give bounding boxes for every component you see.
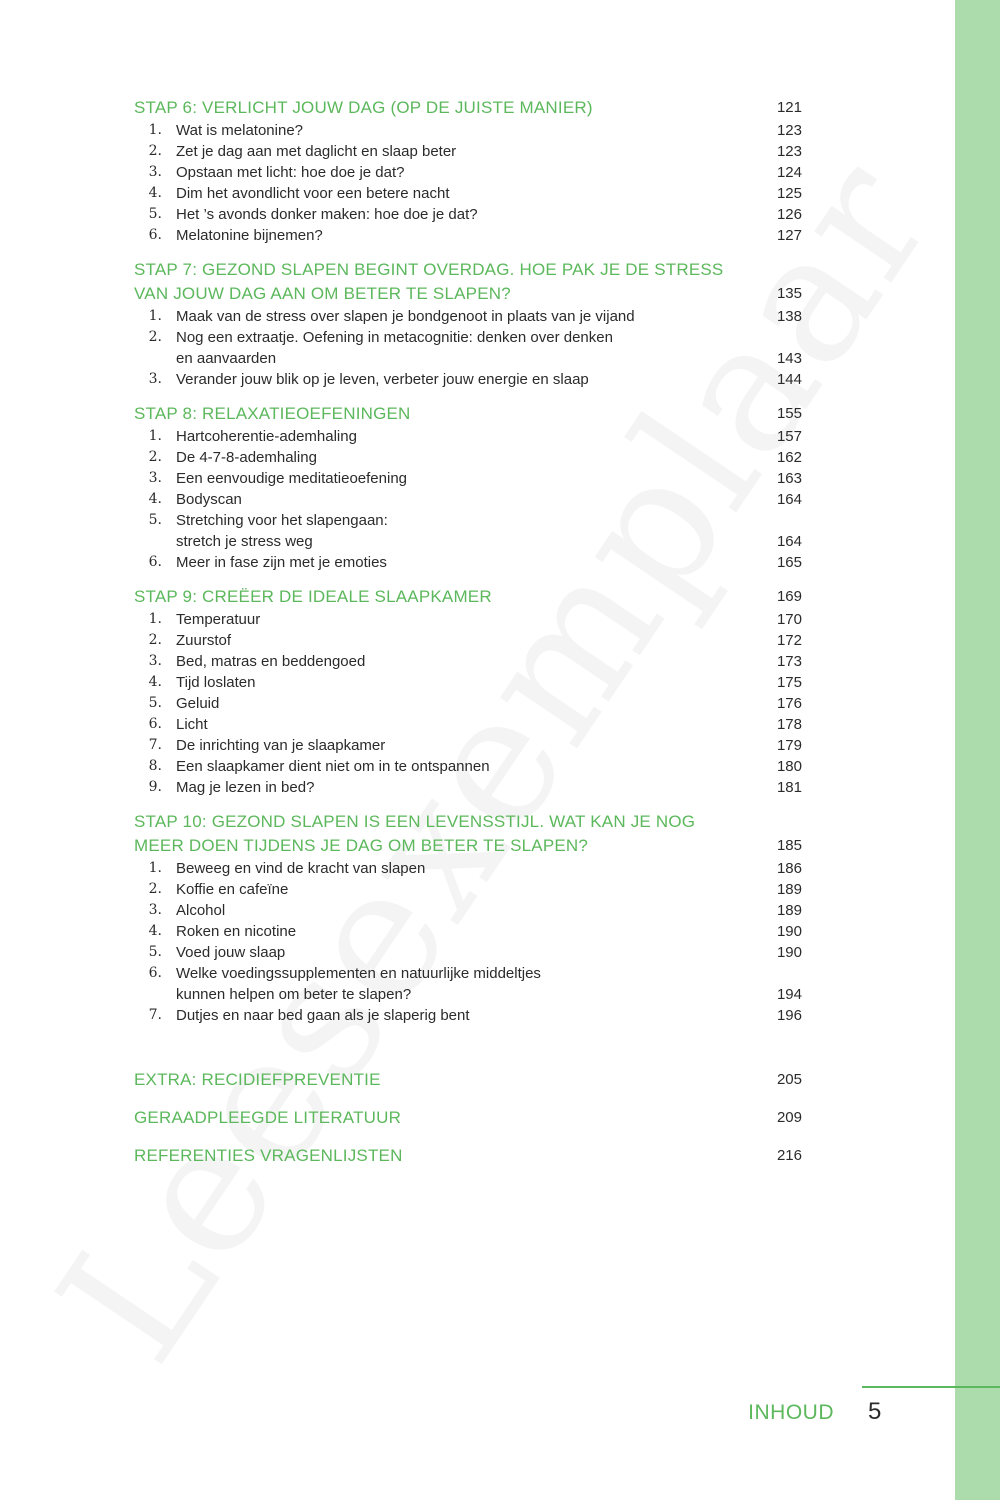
item-page-number: 144 — [776, 371, 802, 388]
item-number: 8. — [148, 758, 162, 774]
toc-item[interactable] — [134, 426, 802, 447]
item-title: Temperatuur — [176, 611, 261, 628]
item-title: Beweeg en vind de kracht van slapen — [176, 860, 426, 877]
item-page-number: 175 — [776, 674, 802, 691]
toc-item[interactable] — [134, 693, 802, 714]
item-page-number: 123 — [776, 143, 802, 160]
section-page-number: 185 — [776, 837, 802, 854]
item-page-number: 162 — [776, 449, 802, 466]
extra-heading-row[interactable] — [134, 1068, 802, 1092]
toc-item[interactable] — [134, 714, 802, 735]
toc-item[interactable] — [134, 858, 802, 879]
item-title: kunnen helpen om beter te slapen? — [176, 986, 412, 1003]
section-heading[interactable]: STAP 10: GEZOND SLAPEN IS EEN LEVENSSTIJL. WAT KAN JE NOG — [134, 812, 696, 831]
item-title: Roken en nicotine — [176, 923, 297, 940]
extra-heading: REFERENTIES VRAGENLIJSTEN — [134, 1146, 403, 1165]
item-number: 4. — [148, 491, 162, 507]
toc-item[interactable] — [134, 552, 802, 573]
item-number: 3. — [148, 164, 162, 180]
side-color-band — [955, 0, 1000, 1500]
item-number: 3. — [148, 902, 162, 918]
toc-item[interactable] — [134, 447, 802, 468]
toc-section — [134, 585, 802, 798]
toc-item[interactable] — [134, 651, 802, 672]
toc-section — [134, 402, 802, 573]
section-heading-row — [134, 258, 802, 282]
item-title: Voed jouw slaap — [176, 944, 286, 961]
item-page-number: 164 — [776, 533, 802, 550]
item-title: Bed, matras en beddengoed — [176, 653, 366, 670]
toc-item[interactable] — [134, 879, 802, 900]
section-page-number: 155 — [776, 405, 802, 422]
toc-item[interactable] — [134, 120, 802, 141]
item-number: 7. — [148, 737, 162, 753]
item-number: 7. — [148, 1007, 162, 1023]
item-number: 1. — [148, 428, 162, 444]
toc-item[interactable] — [134, 468, 802, 489]
section-heading[interactable]: STAP 9: CREËER DE IDEALE SLAAPKAMER — [134, 587, 492, 606]
toc-item[interactable] — [134, 531, 802, 552]
toc-extra-section — [134, 1144, 802, 1168]
item-page-number: 189 — [776, 881, 802, 898]
toc-item[interactable] — [134, 1005, 802, 1026]
item-page-number: 189 — [776, 902, 802, 919]
item-title: Geluid — [176, 695, 220, 712]
item-page-number: 127 — [776, 227, 802, 244]
item-number: 4. — [148, 923, 162, 939]
item-number: 6. — [148, 554, 162, 570]
item-number: 1. — [148, 860, 162, 876]
toc-item[interactable] — [134, 756, 802, 777]
toc-item[interactable] — [134, 369, 802, 390]
item-title: Zet je dag aan met daglicht en slaap beter — [176, 143, 457, 160]
item-title: Het ’s avonds donker maken: hoe doe je dat? — [176, 206, 478, 223]
item-title: Een eenvoudige meditatieoefening — [176, 470, 408, 487]
item-title: Alcohol — [176, 902, 226, 919]
toc-item[interactable] — [134, 630, 802, 651]
table-of-contents — [134, 96, 802, 1182]
toc-item[interactable] — [134, 162, 802, 183]
item-page-number: 143 — [776, 350, 802, 367]
section-page-number: 135 — [776, 285, 802, 302]
item-title: Bodyscan — [176, 491, 242, 508]
item-page-number: 190 — [776, 944, 802, 961]
item-page-number: 194 — [776, 986, 802, 1003]
item-page-number: 126 — [776, 206, 802, 223]
item-number: 2. — [148, 881, 162, 897]
item-page-number: 170 — [776, 611, 802, 628]
item-title: Verander jouw blik op je leven, verbeter jouw energie en slaap — [176, 371, 589, 388]
item-number: 3. — [148, 470, 162, 486]
item-number: 1. — [148, 308, 162, 324]
section-heading-row — [134, 834, 802, 858]
section-heading[interactable]: STAP 8: RELAXATIEOEFENINGEN — [134, 404, 411, 423]
item-page-number: 125 — [776, 185, 802, 202]
toc-item[interactable] — [134, 942, 802, 963]
item-title: Dim het avondlicht voor een betere nacht — [176, 185, 450, 202]
toc-item[interactable] — [134, 183, 802, 204]
footer-page-number: 5 — [868, 1398, 882, 1425]
item-page-number: 186 — [776, 860, 802, 877]
toc-extra-section — [134, 1106, 802, 1130]
extra-page-number: 216 — [776, 1147, 802, 1164]
item-number: 3. — [148, 371, 162, 387]
item-title: Koffie en cafeïne — [176, 881, 289, 898]
item-number: 6. — [148, 227, 162, 243]
item-number: 2. — [148, 143, 162, 159]
item-page-number: 165 — [776, 554, 802, 571]
toc-item[interactable] — [134, 984, 802, 1005]
item-page-number: 178 — [776, 716, 802, 733]
extra-heading-row[interactable] — [134, 1106, 802, 1130]
item-page-number: 196 — [776, 1007, 802, 1024]
toc-item[interactable] — [134, 921, 802, 942]
item-page-number: 181 — [776, 779, 802, 796]
item-page-number: 164 — [776, 491, 802, 508]
toc-item[interactable] — [134, 306, 802, 327]
item-title: Maak van de stress over slapen je bondgenoot in plaats van je vijand — [176, 308, 635, 325]
toc-item[interactable] — [134, 327, 802, 348]
item-page-number: 124 — [776, 164, 802, 181]
item-number: 2. — [148, 329, 162, 345]
item-number: 1. — [148, 122, 162, 138]
item-number: 1. — [148, 611, 162, 627]
item-title: Wat is melatonine? — [176, 122, 304, 139]
item-title: De inrichting van je slaapkamer — [176, 737, 386, 754]
section-heading[interactable]: STAP 7: GEZOND SLAPEN BEGINT OVERDAG. HOE PAK JE DE STRESS — [134, 260, 724, 279]
extra-heading: GERAADPLEEGDE LITERATUUR — [134, 1108, 402, 1127]
item-title: Melatonine bijnemen? — [176, 227, 323, 244]
item-page-number: 176 — [776, 695, 802, 712]
toc-item[interactable] — [134, 225, 802, 246]
item-title: Mag je lezen in bed? — [176, 779, 315, 796]
item-title: Dutjes en naar bed gaan als je slaperig bent — [176, 1007, 470, 1024]
item-page-number: 157 — [776, 428, 802, 445]
item-page-number: 172 — [776, 632, 802, 649]
item-number: 2. — [148, 632, 162, 648]
item-number: 6. — [148, 716, 162, 732]
toc-item[interactable] — [134, 141, 802, 162]
toc-section — [134, 96, 802, 246]
item-title: De 4-7-8-ademhaling — [176, 449, 317, 466]
item-number: 5. — [148, 206, 162, 222]
toc-item[interactable] — [134, 489, 802, 510]
item-title: Welke voedingssupplementen en natuurlijke middeltjes — [176, 965, 541, 982]
extra-page-number: 205 — [776, 1071, 802, 1088]
toc-section — [134, 810, 802, 1026]
item-number: 4. — [148, 185, 162, 201]
footer-section-label: INHOUD — [748, 1401, 834, 1424]
section-heading-row — [134, 282, 802, 306]
item-title: Nog een extraatje. Oefening in metacognitie: denken over denken — [176, 329, 613, 346]
toc-item[interactable] — [134, 510, 802, 531]
extra-heading: EXTRA: RECIDIEFPREVENTIE — [134, 1070, 381, 1089]
toc-item[interactable] — [134, 672, 802, 693]
item-title: en aanvaarden — [176, 350, 277, 367]
extra-heading-row[interactable] — [134, 1144, 802, 1168]
item-title: Stretching voor het slapengaan: — [176, 512, 388, 529]
toc-extra-section — [134, 1068, 802, 1092]
toc-item[interactable] — [134, 735, 802, 756]
item-title: Zuurstof — [176, 632, 232, 649]
section-heading[interactable]: STAP 6: VERLICHT JOUW DAG (OP DE JUISTE MANIER) — [134, 98, 593, 117]
item-number: 3. — [148, 653, 162, 669]
section-page-number: 169 — [776, 588, 802, 605]
toc-item[interactable] — [134, 900, 802, 921]
item-page-number: 138 — [776, 308, 802, 325]
toc-item[interactable] — [134, 609, 802, 630]
item-page-number: 179 — [776, 737, 802, 754]
toc-item[interactable] — [134, 348, 802, 369]
item-number: 4. — [148, 674, 162, 690]
item-title: Opstaan met licht: hoe doe je dat? — [176, 164, 405, 181]
extra-page-number: 209 — [776, 1109, 802, 1126]
item-title: Licht — [176, 716, 208, 733]
toc-item[interactable] — [134, 963, 802, 984]
section-heading-row — [134, 585, 802, 609]
section-heading-row — [134, 96, 802, 120]
section-heading-row — [134, 810, 802, 834]
item-title: Tijd loslaten — [176, 674, 256, 691]
item-title: stretch je stress weg — [176, 533, 313, 550]
item-title: Hartcoherentie-ademhaling — [176, 428, 357, 445]
spacer — [134, 1038, 802, 1068]
section-heading[interactable]: VAN JOUW DAG AAN OM BETER TE SLAPEN? — [134, 284, 511, 303]
item-title: Een slaapkamer dient niet om in te ontspannen — [176, 758, 490, 775]
section-heading[interactable]: MEER DOEN TIJDENS JE DAG OM BETER TE SLAPEN? — [134, 836, 589, 855]
item-number: 9. — [148, 779, 162, 795]
item-title: Meer in fase zijn met je emoties — [176, 554, 387, 571]
toc-item[interactable] — [134, 777, 802, 798]
item-page-number: 180 — [776, 758, 802, 775]
section-page-number: 121 — [776, 99, 802, 116]
item-number: 5. — [148, 695, 162, 711]
item-page-number: 190 — [776, 923, 802, 940]
item-number: 5. — [148, 944, 162, 960]
item-page-number: 163 — [776, 470, 802, 487]
item-number: 5. — [148, 512, 162, 528]
toc-section — [134, 258, 802, 390]
item-number: 6. — [148, 965, 162, 981]
item-number: 2. — [148, 449, 162, 465]
toc-item[interactable] — [134, 204, 802, 225]
item-page-number: 173 — [776, 653, 802, 670]
footer-rule — [862, 1386, 1000, 1388]
item-page-number: 123 — [776, 122, 802, 139]
section-heading-row — [134, 402, 802, 426]
